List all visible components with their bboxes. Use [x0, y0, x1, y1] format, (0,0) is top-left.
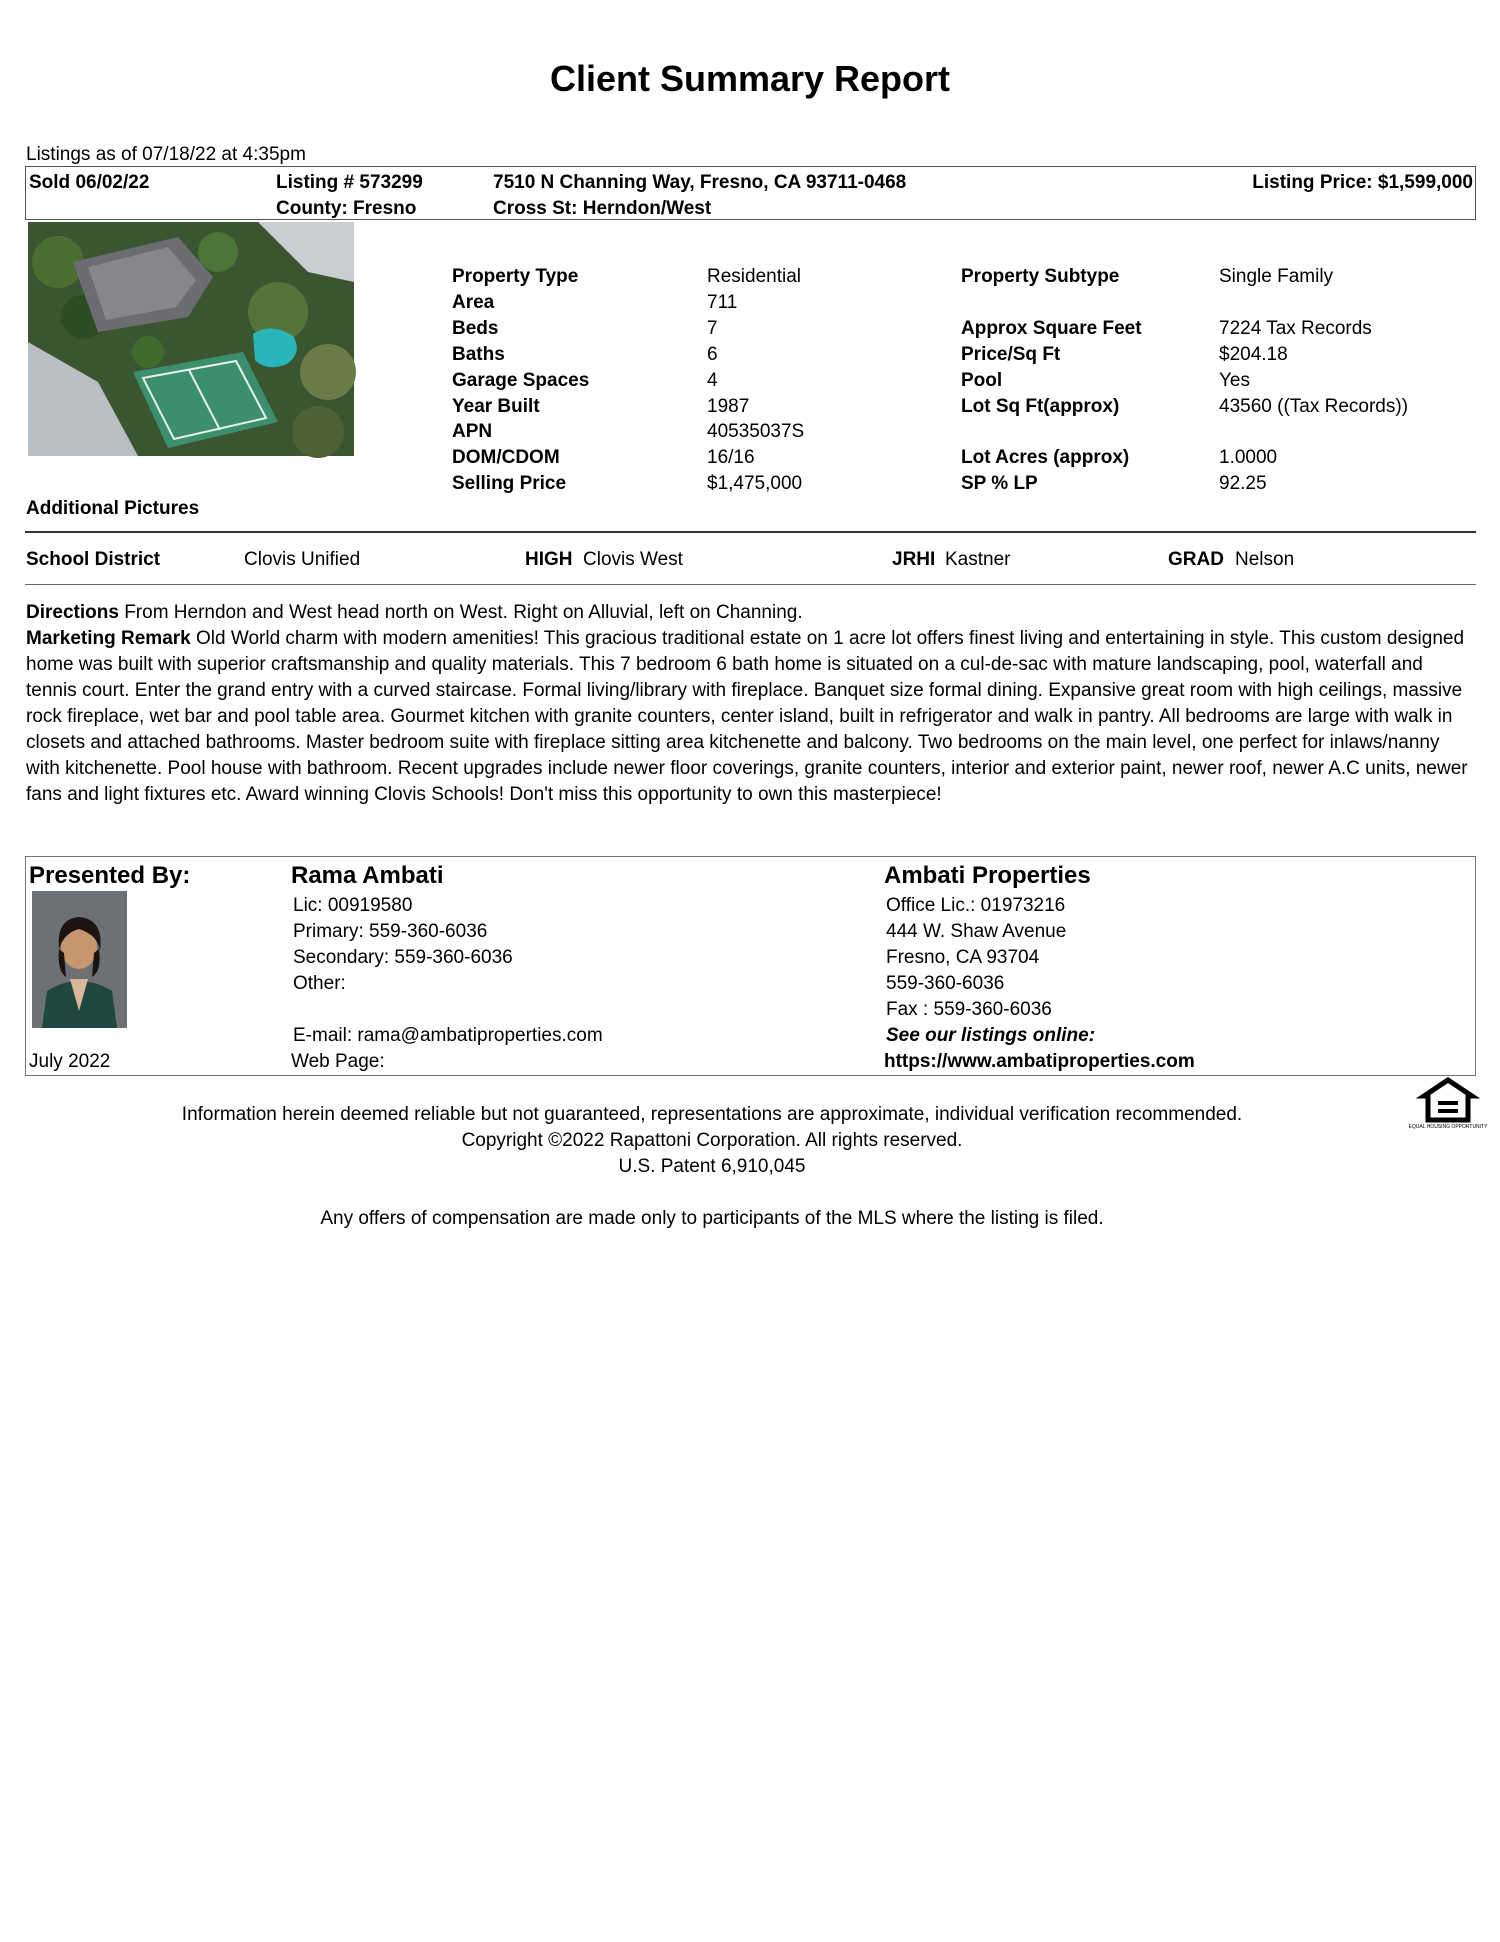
detail-value: $1,475,000 — [707, 473, 803, 494]
disclaimer: Information herein deemed reliable but not guaranteed, representations are approximate, individual verification recommended. — [181, 1104, 1243, 1125]
agent-date: July 2022 — [29, 1051, 111, 1072]
aerial-photo-image — [28, 222, 354, 456]
office-name: Ambati Properties — [884, 862, 1091, 889]
equal-housing-icon — [1408, 1078, 1488, 1136]
grad-label: GRAD — [1168, 549, 1224, 570]
detail-label: Lot Sq Ft(approx) — [961, 396, 1120, 417]
detail-label: Selling Price — [452, 473, 567, 494]
school-district: Clovis Unified — [244, 549, 361, 570]
equal-housing-logo — [1408, 1078, 1488, 1136]
detail-value: 1987 — [707, 396, 750, 417]
agent-license: Lic: 00919580 — [293, 895, 413, 916]
detail-label: Baths — [452, 344, 505, 365]
remarks-section — [26, 600, 1476, 808]
directions-text: From Herndon and West head north on West. Right on Alluvial, left on Channing. — [124, 602, 803, 623]
detail-label: APN — [452, 421, 493, 442]
office-fax: Fax : 559-360-6036 — [886, 999, 1052, 1020]
agent-name: Rama Ambati — [291, 862, 444, 889]
listing-price: Listing Price: $1,599,000 — [1252, 172, 1473, 193]
listing-header — [25, 166, 1476, 220]
detail-value: $204.18 — [1219, 344, 1288, 365]
detail-value: 7224 Tax Records — [1219, 318, 1372, 339]
detail-value: 16/16 — [707, 447, 755, 468]
property-photo[interactable] — [28, 222, 354, 456]
patent: U.S. Patent 6,910,045 — [618, 1156, 806, 1177]
county: County: Fresno — [276, 198, 417, 219]
detail-value: 40535037S — [707, 421, 805, 442]
detail-label: Area — [452, 292, 495, 313]
sold-status: Sold 06/02/22 — [29, 172, 150, 193]
directions — [26, 600, 1476, 626]
presented-by-label: Presented By: — [29, 862, 191, 889]
detail-label: Garage Spaces — [452, 370, 590, 391]
detail-value: 711 — [707, 292, 738, 313]
listing-number: Listing # 573299 — [276, 172, 423, 193]
equal-housing-logo-text: EQUAL HOUSING OPPORTUNITY — [1408, 1124, 1488, 1130]
detail-value: 43560 ((Tax Records)) — [1219, 396, 1409, 417]
high-school: Clovis West — [583, 549, 683, 570]
property-address: 7510 N Channing Way, Fresno, CA 93711-0468 — [493, 172, 907, 193]
agent-other: Other: — [293, 973, 346, 994]
agent-primary-phone: Primary: 559-360-6036 — [293, 921, 488, 942]
detail-value: Residential — [707, 266, 801, 287]
detail-value: Yes — [1219, 370, 1250, 391]
grad-school: Nelson — [1235, 549, 1295, 570]
office-license: Office Lic.: 01973216 — [886, 895, 1066, 916]
detail-value: Single Family — [1219, 266, 1334, 287]
report-title: Client Summary Report — [549, 58, 951, 99]
agent-photo — [32, 891, 127, 1028]
detail-label: Price/Sq Ft — [961, 344, 1061, 365]
office-phone: 559-360-6036 — [886, 973, 1005, 994]
marketing-remark-label: Marketing Remark — [26, 628, 191, 649]
detail-label: Approx Square Feet — [961, 318, 1142, 339]
jrhi-school: Kastner — [945, 549, 1011, 570]
additional-pictures-link[interactable]: Additional Pictures — [26, 498, 200, 519]
detail-value: 4 — [707, 370, 718, 391]
agent-web-page: Web Page: — [291, 1051, 385, 1072]
marketing-remark-text: Old World charm with modern amenities! This gracious traditional estate on 1 acre lot offers finest living and entertaining in style. This custom designed home was built with superior craftsmanship and quality materials. This 7 bedroom 6 bath home is situated on a cul-de-sac with mature landscaping, pool, waterfall and tennis court. Enter the grand entry with a curved staircase. Formal living/library with fireplace. Banquet size formal dining. Expansive great room with high ceilings, massive rock fireplace, wet bar and pool table area. Gourmet kitchen with granite counters, center island, built in refrigerator and walk in pantry. All bedrooms are large with walk in closets and attached bathrooms. Master bedroom suite with fireplace sitting area kitchenette and balcony. Two bedrooms on the main level, one perfect for inlaws/nanny with kitchenette. Pool house with bathroom. Recent upgrades include newer floor coverings, granite counters, interior and exterior paint, newer roof, newer A.C units, newer fans and light fixtures etc. Award winning Clovis Schools! Don't miss this opportunity to own this masterpiece! — [26, 628, 1468, 805]
office-street: 444 W. Shaw Avenue — [886, 921, 1067, 942]
cross-street: Cross St: Herndon/West — [493, 198, 712, 219]
office-city: Fresno, CA 93704 — [886, 947, 1040, 968]
jrhi-label: JRHI — [892, 549, 936, 570]
detail-value: 7 — [707, 318, 718, 339]
detail-value: 1.0000 — [1219, 447, 1278, 468]
detail-label: DOM/CDOM — [452, 447, 560, 468]
detail-label: SP % LP — [961, 473, 1038, 494]
divider — [25, 531, 1476, 533]
detail-label: Property Subtype — [961, 266, 1120, 287]
detail-value: 6 — [707, 344, 718, 365]
office-website-link[interactable]: https://www.ambatiproperties.com — [884, 1051, 1195, 1072]
detail-label: Beds — [452, 318, 499, 339]
school-district-label: School District — [26, 549, 161, 570]
detail-label: Property Type — [452, 266, 579, 287]
agent-portrait-image — [32, 891, 127, 1028]
divider — [25, 584, 1476, 585]
detail-label: Pool — [961, 370, 1003, 391]
detail-label: Lot Acres (approx) — [961, 447, 1130, 468]
presented-by-box — [25, 856, 1476, 1076]
detail-label: Year Built — [452, 396, 540, 417]
agent-secondary-phone: Secondary: 559-360-6036 — [293, 947, 513, 968]
agent-email[interactable]: E-mail: rama@ambatiproperties.com — [293, 1025, 603, 1046]
detail-value: 92.25 — [1219, 473, 1267, 494]
see-listings-online: See our listings online: — [886, 1025, 1096, 1046]
directions-label: Directions — [26, 602, 119, 623]
copyright: Copyright ©2022 Rapattoni Corporation. All rights reserved. — [461, 1130, 963, 1151]
high-school-label: HIGH — [525, 549, 573, 570]
compensation-notice: Any offers of compensation are made only to participants of the MLS where the listing is filed. — [320, 1208, 1104, 1229]
marketing-remark — [26, 626, 1476, 808]
listings-as-of: Listings as of 07/18/22 at 4:35pm — [26, 144, 306, 165]
